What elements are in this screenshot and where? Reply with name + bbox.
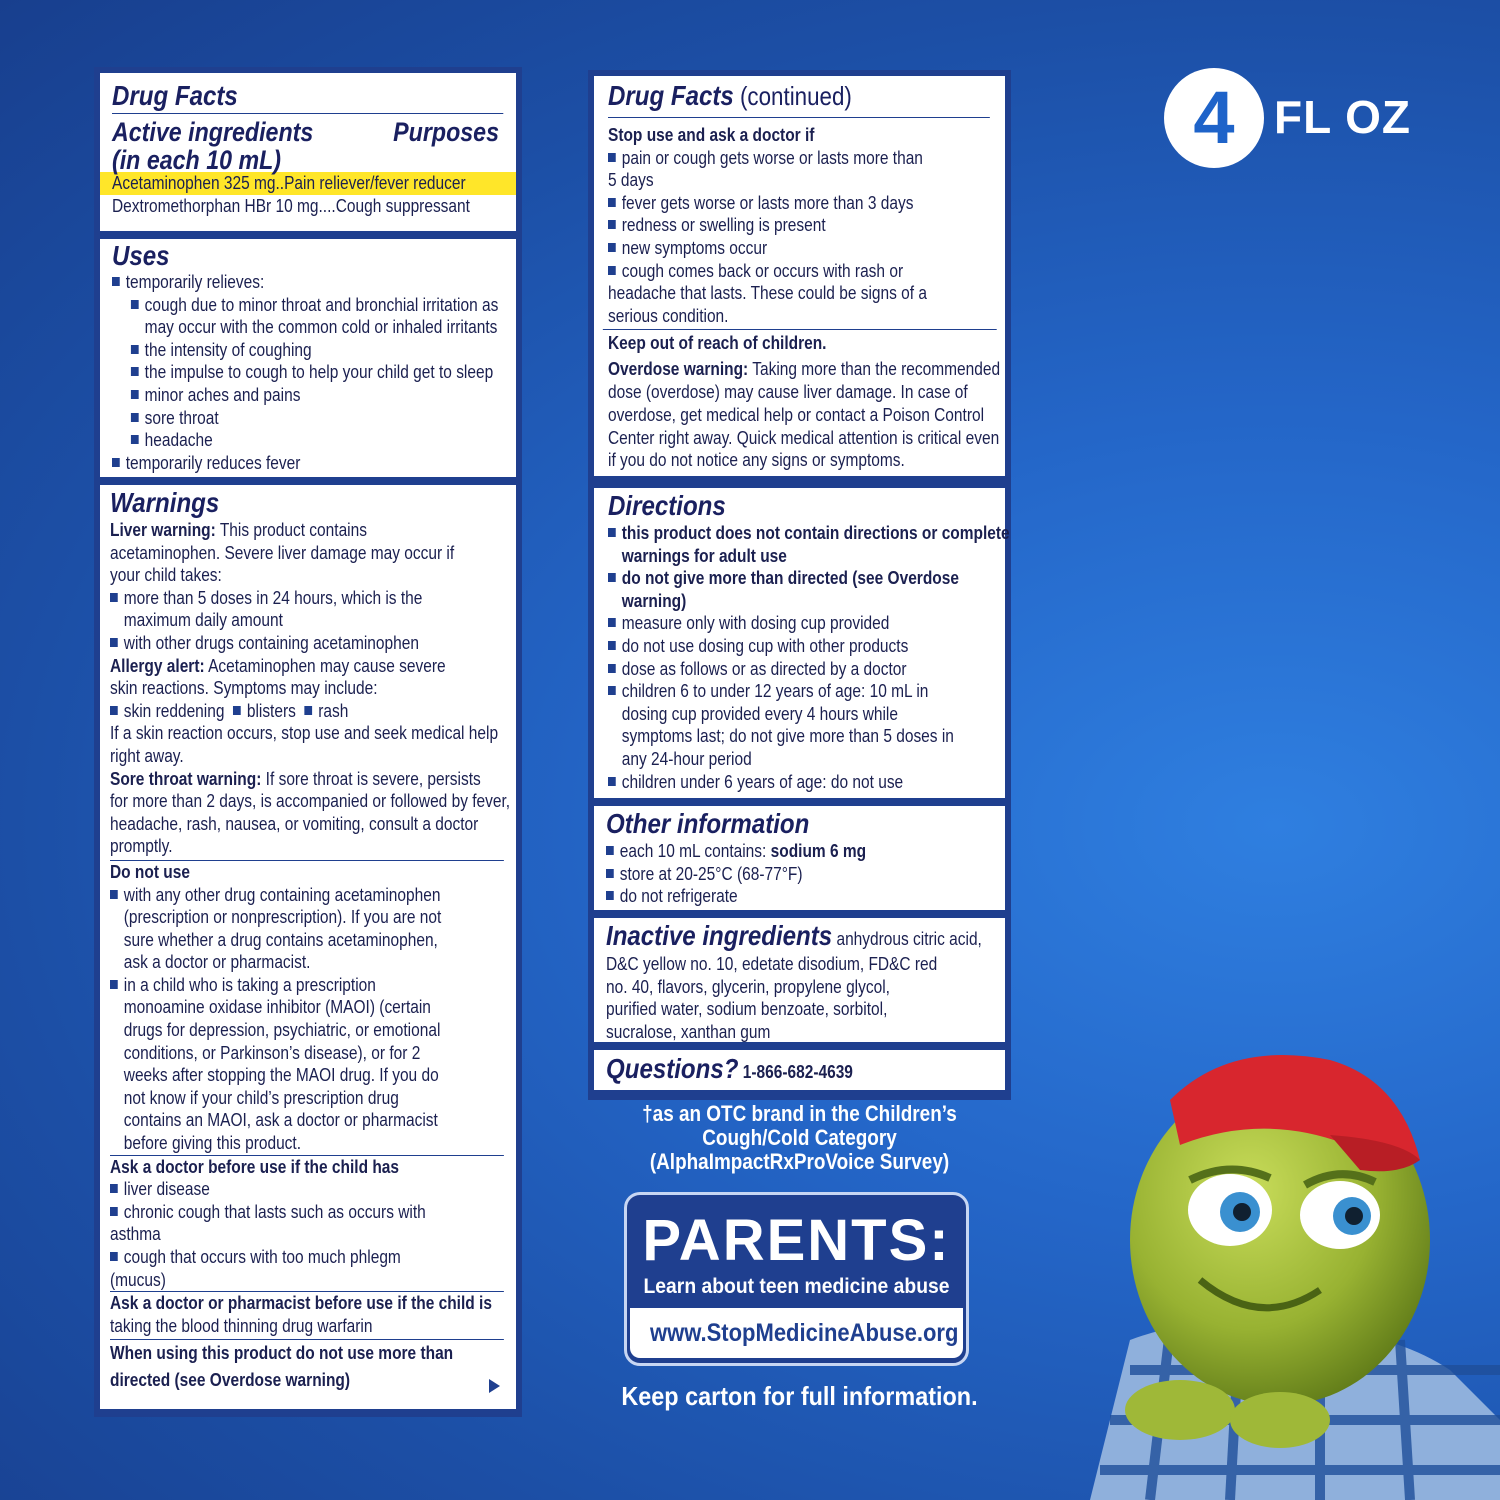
list-item: minor aches and pains (112, 384, 516, 407)
parents-subtitle: Learn about teen medicine abuse (643, 1275, 950, 1298)
size-unit: FL OZ (1274, 91, 1412, 143)
list-item: the intensity of coughing (112, 339, 516, 362)
list-item: cough comes back or occurs with rash or (608, 260, 1004, 283)
questions-phone: 1-866-682-4639 (738, 1062, 853, 1082)
ingredient-acetaminophen: Acetaminophen 325 mg..Pain reliever/fever reducer (100, 172, 516, 195)
list-item: new symptoms occur (608, 237, 1004, 260)
ask-doctor-title: Ask a doctor before use if the child has (110, 1156, 400, 1177)
list-item: headache (112, 429, 516, 452)
active-ingredients-sub: (in each 10 mL) (112, 145, 282, 175)
parents-banner (624, 1192, 969, 1366)
other-information-title: Other information (606, 808, 810, 839)
list-item: children 6 to under 12 years of age: 10 mL in (608, 680, 1004, 703)
inactive-ingredients-title: Inactive ingredients (606, 920, 833, 951)
continued-title: Drug Facts (continued) (608, 80, 852, 111)
parents-title: PARENTS: (642, 1208, 951, 1273)
uses-title: Uses (112, 240, 170, 271)
list-item: store at 20-25°C (68-77°F) (606, 863, 1002, 886)
list-item: with any other drug containing acetaminophen (110, 884, 519, 907)
list-item: sore throat (112, 407, 516, 430)
continue-arrow-icon (489, 1379, 500, 1393)
list-item: the impulse to cough to help your child get to sleep (112, 361, 516, 384)
active-ingredients-heading: Active ingredients (112, 117, 314, 147)
directions-title: Directions (608, 490, 726, 521)
list-item: cough due to minor throat and bronchial irritation as (112, 294, 516, 317)
list-item: each 10 mL contains: sodium 6 mg (606, 840, 1002, 863)
size-number: 4 (1193, 76, 1235, 159)
list-item: in a child who is taking a prescription (110, 974, 519, 997)
directions-box: Directions this product does not contain directions or complete warnings for adult use do not give more than directed (see Overdose warning) measure only with dosing cup provided do not use dosing cup with other products dose as follows or as directed by a doctor children 6 to under 12 years of age: 10 mL in dosing cup provided every 4 hours while symptoms last; do not give more than 5 doses in any 24-hour period children under 6 years of age: do not use (594, 488, 1005, 798)
uses-box (100, 239, 516, 477)
parents-url-link[interactable]: www.StopMedicineAbuse.org (649, 1319, 959, 1347)
drug-facts-box (100, 73, 516, 231)
list-item: may occur with the common cold or inhaled irritants (144, 317, 498, 338)
mascot-illustration (1070, 1040, 1500, 1500)
survey-footnote: †as an OTC brand in the Children’s Cough/Cold Category (AlphaImpactRxProVoice Survey) (642, 1101, 957, 1174)
other-information-box (594, 806, 1005, 910)
list-item: with other drugs containing acetaminophen (110, 632, 519, 655)
list-item: chronic cough that lasts such as occurs with (110, 1201, 519, 1224)
list-item: this product does not contain directions or complete (608, 522, 1004, 545)
list-item: more than 5 doses in 24 hours, which is the (110, 587, 519, 610)
warnings-box: Warnings Liver warning: This product contains acetaminophen. Severe liver damage may occur if your child takes: more than 5 doses in 24 hours, which is the maximum daily amount with other drugs containing acetaminophen Allergy alert: Acetaminophen may cause severe skin reactions. Symptoms may include: skin reddening blisters rash If a skin reaction occurs, stop use and seek medical help right away. Sore throat warning: If sore throat is severe, persists for more than 2 days, is accompanied or followed by fever, headache, rash, nausea, or vomiting, consult a doctor promptly. Do not use with any other drug containing acetaminophen (prescription or nonprescription). If you are not sure whether a drug contains acetaminophen, ask a doctor or pharmacist. in a child who is taking a prescription monoamine oxidase inhibitor (MAOI) (certain drugs for depression, psychiatric, or emotional conditions, or Parkinson’s disease), or for 2 weeks after stopping the MAOI drug. If you do not know if your child’s prescription drug contains an MAOI, ask a doctor or pharmacist before giving this product. Ask a doctor before use if the child has liver disease chronic cough that lasts such as occurs with asthma cough that occurs with too much phlegm (mucus) Ask a doctor or pharmacist before use if the child is taking the blood thinning drug warfarin When using this product do not use more than directed (see Overdose warning) (100, 485, 516, 1409)
drug-facts-right-panel (588, 70, 1011, 1100)
list-item: do not refrigerate (606, 885, 1002, 908)
keep-carton-note: Keep carton for full information. (621, 1381, 978, 1411)
purposes-heading: Purposes (393, 117, 499, 147)
drug-facts-left-panel (94, 67, 522, 1417)
list-item: do not use dosing cup with other products (608, 635, 1004, 658)
list-item: cough that occurs with too much phlegm (110, 1246, 519, 1269)
questions-box (594, 1050, 1005, 1090)
ask-pharmacist-title: Ask a doctor or pharmacist before use if the child is (110, 1293, 492, 1314)
list-item: fever gets worse or lasts more than 3 days (608, 192, 1004, 215)
list-item: children under 6 years of age: do not use (608, 771, 1004, 794)
ingredient-dextromethorphan: Dextromethorphan HBr 10 mg....Cough suppressant (112, 195, 470, 216)
list-item: measure only with dosing cup provided (608, 612, 1004, 635)
warnings-title: Warnings (110, 487, 220, 518)
list-item: pain or cough gets worse or lasts more than (608, 147, 1004, 170)
do-not-use-title: Do not use (110, 861, 190, 882)
list-item: redness or swelling is present (608, 214, 1004, 237)
questions-title: Questions? (606, 1053, 739, 1084)
list-item: temporarily reduces fever (112, 452, 516, 475)
drug-facts-title: Drug Facts (112, 80, 238, 111)
drug-facts-continued-box: Drug Facts (continued) Stop use and ask a doctor if pain or cough gets worse or lasts more than 5 days fever gets worse or lasts more than 3 days redness or swelling is present new symptoms occur cough comes back or occurs with rash or headache that lasts. These could be signs of a serious condition. Keep out of reach of children. Overdose warning: Taking more than the recommended dose (overdose) may cause liver damage. In case of overdose, get medical help or contact a Poison Control Center right away. Quick medical attention is critical even if you do not notice any signs or symptoms. (594, 76, 1005, 476)
list-item: dose as follows or as directed by a doctor (608, 658, 1004, 681)
list-item: liver disease (110, 1178, 519, 1201)
inactive-ingredients-box: Inactive ingredients anhydrous citric acid, D&C yellow no. 10, edetate disodium, FD&C red no. 40, flavors, glycerin, propylene glycol, purified water, sodium benzoate, sorbitol, sucralose, xanthan gum (594, 918, 1005, 1042)
size-badge (1164, 68, 1264, 168)
list-item: do not give more than directed (see Overdose (608, 567, 1004, 590)
list-item: temporarily relieves: (112, 271, 516, 294)
